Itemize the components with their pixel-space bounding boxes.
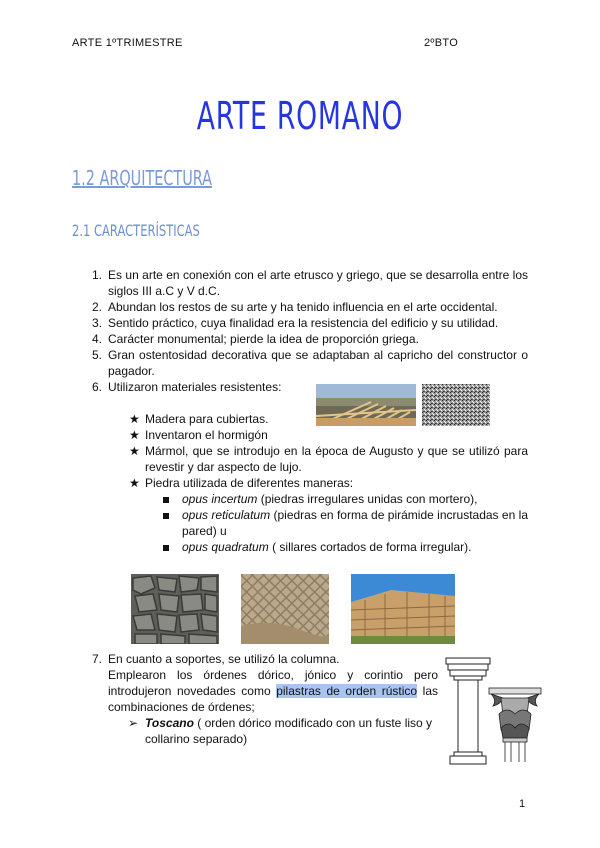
square-bullet-icon: [163, 497, 169, 503]
page-number: 1: [519, 798, 526, 810]
subsection-heading: 2.1 CARACTERÍSTICAS: [72, 221, 200, 240]
list-item: Carácter monumental; pierde la idea de proporción griega.: [108, 332, 419, 346]
technique-name: opus quadratum: [182, 540, 269, 554]
technique-desc: ( sillares cortados de forma irregular).: [268, 540, 472, 554]
list-item-paragraph: [108, 667, 438, 715]
concrete-texture-photo: [422, 384, 490, 426]
highlighted-text: pilastras de orden rústico: [276, 684, 418, 698]
square-bullet-icon: [163, 545, 169, 551]
opus-quadratum-photo: [351, 574, 455, 644]
list-number: 2.: [91, 300, 102, 314]
list-item: En cuanto a soportes, se utilizó la columna.: [108, 652, 340, 666]
list-number: 6.: [91, 380, 102, 394]
list-number: 1.: [91, 268, 102, 282]
list-number: 3.: [91, 316, 102, 330]
list-number: 5.: [91, 348, 102, 362]
tuscan-column-drawing: [444, 656, 492, 766]
list-item: Gran ostentosidad decorativa que se adaptaban al capricho del constructor o pagador.: [108, 348, 528, 378]
order-name: Toscano: [145, 716, 194, 730]
page-title: ARTE ROMANO: [196, 94, 404, 138]
stone-technique-item: [182, 539, 528, 555]
order-item: [145, 715, 440, 747]
technique-desc: (piedras en forma de pirámide incrustadas en la pared) u: [182, 508, 529, 538]
arrow-bullet-icon: ➢: [128, 716, 139, 730]
paragraph-text: las combinaciones de órdenes;: [108, 684, 438, 714]
technique-name: opus reticulatum: [182, 508, 271, 522]
order-desc: ( orden dórico modificado con un fuste liso y collarino separado): [145, 716, 433, 746]
list-item: Sentido práctico, cuya finalidad era la resistencia del edificio y su utilidad.: [108, 316, 499, 330]
section-heading: 1.2 ARQUITECTURA: [72, 166, 213, 190]
stone-technique-item: [182, 507, 528, 539]
technique-name: opus incertum: [182, 492, 258, 506]
technique-desc: (piedras irregulares unidas con mortero),: [257, 492, 478, 506]
star-bullet-icon: ★: [129, 428, 140, 442]
star-bullet-icon: ★: [129, 476, 140, 490]
star-bullet-icon: ★: [129, 412, 140, 426]
material-item: Madera para cubiertas.: [145, 412, 269, 426]
stone-technique-item: [182, 491, 528, 507]
list-item: Abundan los restos de su arte y ha tenido influencia en el arte occidental.: [108, 300, 498, 314]
material-item: Piedra utilizada de diferentes maneras:: [145, 476, 354, 490]
material-item: Inventaron el hormigón: [145, 428, 268, 442]
corinthian-capital-drawing: [487, 686, 543, 766]
opus-incertum-photo: [131, 574, 219, 644]
square-bullet-icon: [163, 513, 169, 519]
list-number: 4.: [91, 332, 102, 346]
list-number: 7.: [91, 652, 102, 666]
paragraph-text: Emplearon los órdenes dórico, jónico y corintio pero introdujeron novedades como: [108, 668, 438, 698]
opus-reticulatum-photo: [241, 574, 329, 644]
list-item: Es un arte en conexión con el arte etrusco y griego, que se desarrolla entre los siglos III a.C y V d.C.: [108, 268, 528, 298]
header-left: ARTE 1ºTRIMESTRE: [72, 37, 183, 49]
header-right: 2ºBTO: [424, 37, 459, 49]
material-item: Mármol, que se introdujo en la época de Augusto y que se utilizó para revestir y dar aspecto de lujo.: [145, 444, 528, 474]
list-item: Utilizaron materiales resistentes:: [108, 380, 282, 394]
star-bullet-icon: ★: [129, 444, 140, 458]
